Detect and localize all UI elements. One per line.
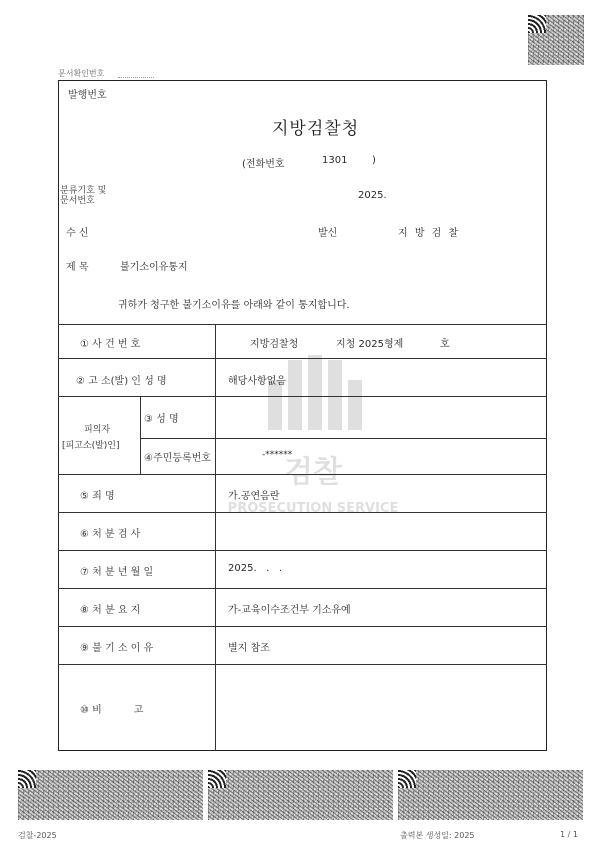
footer-center: 출력본 생성일: 2025 — [400, 831, 475, 840]
row-line-4 — [140, 438, 547, 439]
accused-group-sublabel: [피고소(발)인] — [62, 441, 120, 451]
reason-label: ⑨ 불 기 소 이 유 — [80, 643, 154, 654]
sender-value: 지 방 검 찰 — [398, 228, 461, 239]
row-line-2 — [58, 358, 547, 359]
row-line-8 — [58, 588, 547, 589]
doc-confirm-label: 문서확인번호 — [58, 69, 105, 78]
case-number-suffix: 호 — [440, 339, 450, 350]
accused-name-label: ③ 성 명 — [144, 414, 179, 425]
watermark-ko: 검찰 — [284, 455, 342, 490]
barcode-bottom-3-mark — [398, 770, 416, 788]
barcode-bottom-2-mark — [208, 770, 226, 788]
issue-no-label: 발행번호 — [68, 90, 107, 101]
barcode-bottom-1 — [18, 770, 203, 820]
row-line-7 — [58, 550, 547, 551]
intro-text: 귀하가 청구한 불기소이유를 아래와 같이 통지합니다. — [118, 300, 350, 311]
col-line-accused — [140, 396, 141, 474]
phone-value: 1301 — [322, 155, 348, 166]
disposition-date-value: 2025. . . — [228, 563, 283, 574]
phone-close: ) — [372, 155, 376, 166]
footer-left: 검찰-2025 — [18, 831, 57, 840]
watermark-en: PROSECUTION SERVICE — [228, 501, 398, 516]
sender-label: 발신 — [318, 228, 338, 239]
prosecutor-label: ⑥ 처 분 검 사 — [80, 529, 141, 540]
case-number-label: ① 사 건 번 호 — [80, 339, 141, 350]
complainant-label: ② 고 소(발) 인 성 명 — [76, 376, 167, 387]
case-number-office: 지방검찰청 — [250, 339, 299, 350]
case-number-value: 지청 2025형제 — [336, 339, 404, 350]
barcode-bottom-1-mark — [18, 770, 36, 788]
disposition-summary-value: 가-교육이수조건부 기소유예 — [228, 605, 351, 616]
barcode-bottom-2 — [208, 770, 393, 820]
page-title: 지방검찰청 — [272, 119, 360, 139]
recipient-label: 수 신 — [66, 228, 89, 239]
row-line-5 — [58, 474, 547, 475]
accused-group-label: 피의자 — [84, 425, 111, 435]
row-line-6 — [58, 512, 547, 513]
row-line-9 — [58, 626, 547, 627]
doc-confirm-underline — [118, 77, 154, 78]
subject-value: 불기소이유통지 — [120, 262, 188, 273]
document-date: 2025. — [358, 190, 387, 201]
barcode-bottom-3 — [398, 770, 583, 820]
subject-label: 제 목 — [66, 262, 89, 273]
classification-label-1: 분류기호 및 — [60, 186, 107, 196]
col-line-main — [215, 324, 216, 751]
row-line-1 — [58, 324, 547, 325]
row-line-10 — [58, 664, 547, 665]
disposition-summary-label: ⑧ 처 분 요 지 — [80, 605, 141, 616]
classification-label-2: 문서번호 — [60, 196, 95, 206]
complainant-value: 해당사항없음 — [228, 376, 286, 387]
footer-page: 1 / 1 — [560, 830, 578, 839]
crime-value: 가.공연음란 — [228, 491, 280, 502]
disposition-date-label: ⑦ 처 분 년 월 일 — [80, 567, 154, 578]
row-line-3 — [58, 396, 547, 397]
reason-value: 별지 참조 — [228, 643, 270, 654]
phone-label: (전화번호 — [242, 159, 285, 170]
barcode-corner-mark — [528, 15, 546, 33]
crime-label: ⑤ 죄 명 — [80, 491, 115, 502]
remarks-label: ⑩ 비 고 — [80, 705, 144, 716]
accused-id-label: ④주민등록번호 — [144, 453, 211, 464]
accused-id-value: -****** — [262, 450, 293, 460]
